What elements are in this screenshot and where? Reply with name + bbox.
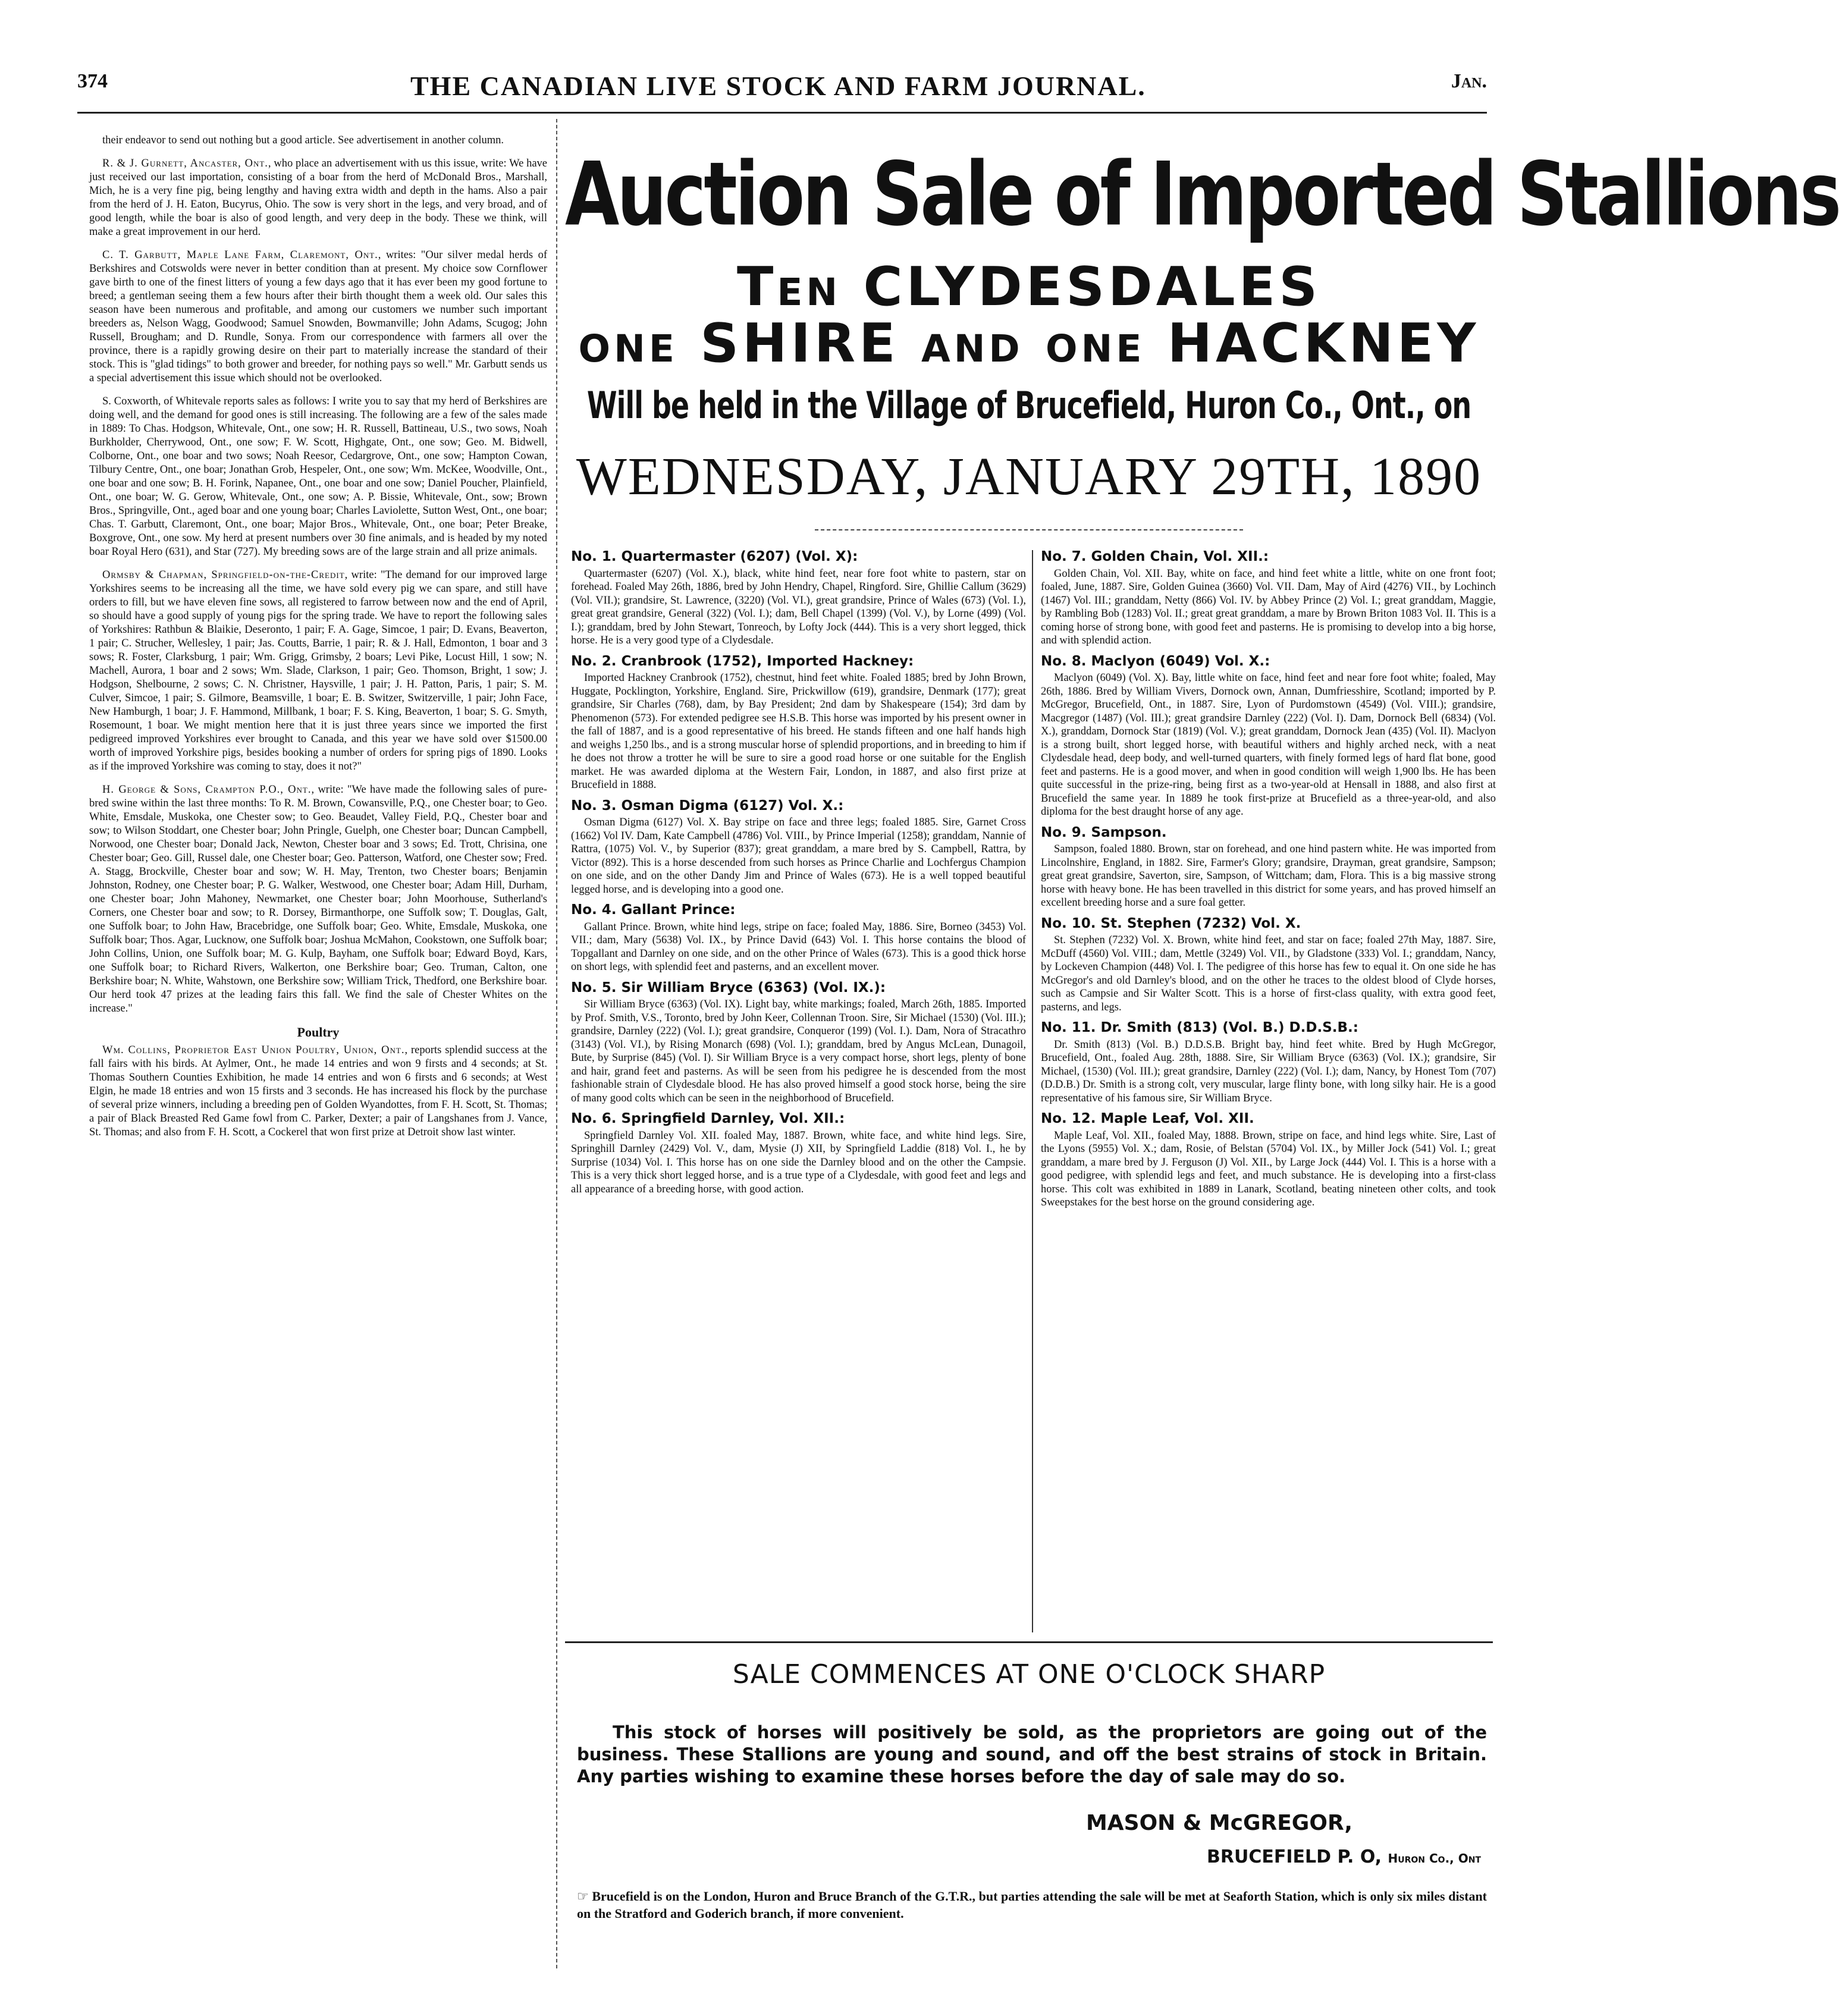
paragraph: their endeavor to send out nothing but a good article. See advertisement in another column.	[102, 134, 504, 146]
lot-entry	[1041, 655, 1496, 819]
ad-title: Auction Sale of Imported Stallions	[565, 143, 1839, 246]
lot-entry	[1041, 1021, 1496, 1105]
travel-footnote: ☞ Brucefield is on the London, Huron and Bruce Branch of the G.T.R., but parties attending the sale will be met at Seaforth Station, which is only six miles distant on the Stratford and Goderich branch, if more convenient.	[577, 1889, 1487, 1921]
lots-right-column	[1041, 550, 1496, 1621]
lot-entry	[571, 655, 1026, 792]
paragraph: C. T. Garbutt, Maple Lane Farm, Claremont, Ont., writes: "Our silver medal herds of Berkshires and Cotswolds were never in better condition than at present. My choice sow Cornflower gave birth to one of the finest litters of young a few days ago that it has ever been my good fortune to breed; a gentleman seeing them a few hours after their birth thought them a week old. Our sales this season have been numerous and profitable, and among our customers we number such important breeders as, Nelson Wagg, Goodwood; Samuel Snowden, Bowmanville; John Adams, Scugog; John Russell, Brougham; and D. Rundle, Sonya. From our correspondence with farmers all over the province, there is a rapidly growing desire on their part to materially increase the standard of their stock. This is "glad tidings" to both grower and breeder, for nothing pays so well." Mr. Garbutt sends us a special advertisement this issue which should not be overlooked.	[89, 249, 547, 384]
lot-entry	[1041, 550, 1496, 648]
proprietors-address: BRUCEFIELD P. O, Huron Co., Ont	[1207, 1847, 1481, 1867]
paragraph: R. & J. Gurnett, Ancaster, Ont., who place an advertisement with us this issue, write: We have just received our last importation, consisting of a boar from the herd of McDonald Bros., Marshall, Mich, he is a very fine pig, being lengthy and having extra width and depth in the hams. Also a pair from the herd of J. H. Eaton, Bucyrus, Ohio. The sow is very short in the legs, and very broad, and of good length, while the boar is also of good length, and very deep in the body. These we think, will make a great improvement in our herd.	[89, 158, 548, 238]
paragraph: H. George & Sons, Crampton P.O., Ont., write: "We have made the following sales of pure-bred swine within the last three months: To R. M. Brown, Cowansville, P.Q., one Chester boar; to Geo. White, Emsdale, Muskoka, one Chester sow; to Geo. Beaudet, Valley Field, P.Q., Chester boar and sow; to Wilson Stoddart, one Chester boar; John Pringle, Guelph, one Chester boar; Duncan Campbell, Norwood, one Chester boar; Donald Jack, Newton, Chester boar and 3 sows; Ed. Trott, Chrisina, one Chester boar; Geo. Gill, Russel dale, one Chester boar; Geo. Patterson, Watford, one Chester sow; Fred. A. Stagg, Brockville, Chester boar and sow; W. H. May, Trenton, two Chester boars; Benjamin Johnston, Rodney, one Chester boar; P. G. Walker, Westwood, one Chester boar; Adam Hill, Durham, one Chester boar; John Mahoney, Newmarket, one Chester boar; John Moorhouse, Sutherland's Corners, one Chester boar and sow; to R. Dorsey, Birmanthorpe, one Suffolk sow; T. Douglas, Galt, one Suffolk boar; to John Haw, Bracebridge, one Suffolk boar; Geo. White, Emsdale, Muskoka, one Suffolk boar; Thos. Agar, Lucknow, one Suffolk boar; Joshua McMahon, Cookstown, one Suffolk boar; John Collins, Union, one Suffolk boar; M. G. Kulp, Bayham, one Suffolk boar; Edward Boyd, Kars, one Suffolk boar; to Richard Rivers, Walkerton, one Berkshire boar; Geo. Truman, Calton, one Berkshire boar; N. White, Wahstown, one Berkshire sow; William Trick, Thedford, one Berkshire boar. Our herd took 47 prizes at the leading fairs this fall. We find the sale of Chester Whites on the increase."	[89, 784, 547, 1015]
lot-description: Sampson, foaled 1880. Brown, star on forehead, and one hind pastern white. He was imported from Lincolnshire, England, in 1882. Sire, Farmer's Glory; grandsire, Drayman, great grandsire, Sampson; great great grandsire, Saverton, sire, Sampson, of Wittcham; dam, Flora. This is a big massive strong horse with heavy bone. He has been travelled in this district for some years, and has proved himself an excellent breeding horse and a sure foal getter.	[1041, 843, 1496, 909]
page-header	[77, 70, 1487, 106]
lot-entry	[1041, 917, 1496, 1015]
lots-left-column	[571, 550, 1026, 1621]
proprietors-signature: MASON & McGREGOR,	[1085, 1811, 1353, 1835]
lot-description: Maclyon (6049) (Vol. X). Bay, little white on face, hind feet and near fore foot white; foaled, May 26th, 1886. Bred by William Vivers, Dornock own, Annan, Dumfriesshire, Scotland; imported by P. McGregor, Brucefield, Ont., in 1887. Sire, Lyon of Purdomstown (4549) (Vol. VIII.); grandsire, Macgregor (1487) (Vol. III.); great grandsire Darnley (222) (Vol. I). Dam, Dornock Bell (6834) (Vol. X.), granddam, Dornock Star (1819) (Vol. V.); great granddam, Dornock Jean (435) (Vol. II). Maclyon is a strong built, short legged horse, with beautiful withers and highly arched neck, with a neat Clydesdale head, deep body, and well-turned quarters, with finely formed legs of hard flat bone, good feet and pasterns. He is a good mover, and when in good condition will weigh 1,900 lbs. He has been quite successful in the prize-ring, being first as a two-year-old at Hensall in 1888, and also first at Brucefield the same year. In 1889 he took first-prize at Brucefield as a three-year-old, and also diploma for the best draught horse of any age.	[1041, 672, 1496, 818]
lot-title: No. 12. Maple Leaf, Vol. XII.	[1041, 1111, 1254, 1126]
page-number: 374	[77, 70, 108, 92]
paragraph: Wm. Collins, Proprietor East Union Poultry, Union, Ont., reports splendid success at the fall fairs with his birds. At Aylmer, Ont., he made 14 entries and won 9 firsts and 4 seconds; at St. Thomas Southern Counties Exhibition, he made 14 entries and won 6 firsts and 6 seconds; at West Elgin, he made 18 entries and won 15 firsts and 3 seconds. He has increased his flock by the purchase of several prize winners, including a breeding pen of Golden Wyandottes, from F. H. Scott, St. Thomas; a pair of Black Breasted Red Game fowl from C. Parker, Dexter; a pair of Langshanes from J. Vance, St. Thomas; and also from F. H. Scott, a Cockerel that won first prize at Detroit show last winter.	[89, 1044, 547, 1138]
lot-title: No. 8. Maclyon (6049) Vol. X.:	[1041, 653, 1270, 669]
auction-advertisement	[565, 119, 1839, 1974]
lot-entry	[571, 1112, 1026, 1196]
lot-entry	[571, 981, 1026, 1106]
lot-description: Golden Chain, Vol. XII. Bay, white on face, and hind feet white a little, white on one front foot; foaled, June, 1887. Sire, Golden Guinea (3660) Vol. VII. Dam, May of Aird (4276) VII., by Lochinch (1467) Vol. III.; granddam, Netty (866) Vol. IV. by Abbey Prince (2) Vol. I.; great granddam, Maggie, by Rambling Bob (1283) Vol. II.; great great granddam, a mare by Brown Briton 1083 Vol. II. This is a coming horse of strong bone, with good feet and pasterns. He is promising to develop into a big horse, and with splendid action.	[1041, 567, 1496, 646]
lot-description: Maple Leaf, Vol. XII., foaled May, 1888. Brown, stripe on face, and hind legs white. Sire, Last of the Lyons (5955) Vol. X.; dam, Rosie, of Belstan (5704) Vol. IX., by Miller Jock (541) Vol. I.; great granddam, a mare bred by J. Ferguson (J) Vol. XII., by Large Jock (444) Vol. I. This is a horse with a good pedigree, with splendid legs and feet, and much substance. He is developing into a first-class horse. This colt was exhibited in 1889 in Lanark, Scotland, beating nineteen other colts, and took Sweepstakes for the best horse on the ground considering age.	[1041, 1129, 1496, 1208]
lot-description: Osman Digma (6127) Vol. X. Bay stripe on face and three legs; foaled 1885. Sire, Garnet Cross (1662) Vol IV. Dam, Kate Campbell (4786) Vol. VIII., by Prince Imperial (1258); granddam, Nannie of Rattra, (1075) Vol. V., by Superior (837); great granddam, a mare bred by S. Campbell, Rattra, by Victor (892). This is a horse descended from such horses as Prince Charlie and Lochfergus Champion on one side, and on the other Dandy Jim and Prince of Wales (673). He is a well topped beautiful legged horse, and is developing into a good one.	[571, 817, 1026, 896]
left-column-news	[89, 134, 547, 1960]
lot-title: No. 3. Osman Digma (6127) Vol. X.:	[571, 797, 844, 814]
ad-venue: Will be held in the Village of Brucefield, Huron Co., Ont., on	[586, 384, 1471, 427]
divider	[815, 529, 1243, 530]
lot-title: No. 6. Springfield Darnley, Vol. XII.:	[571, 1111, 845, 1126]
lot-entry	[1041, 1112, 1496, 1210]
lot-description: Imported Hackney Cranbrook (1752), chestnut, hind feet white. Foaled 1885; bred by John Brown, Huggate, Pocklington, Yorkshire, England. Sire, Prickwillow (619), grandsire, Denmark (177); great grandsire, Sir Charles (768), dam, by Bay President; 2nd dam by Shakespeare (154); 3rd dam by Phenomenon (573). For extended pedigree see H.S.B. This horse was imported by his present owner in the fall of 1887, and is a good representative of his breed. He stands fifteen and one half hands high and weighs 1,250 lbs., and is a strong muscular horse of splendid proportions, and in breeding to him if he does not throw a trotter he will be sure to sire a good road horse or one suitable for the English market. He was awarded diploma at the Western Fair, London, in 1887, and also first prize at Brucefield in 1888.	[571, 672, 1026, 791]
paragraph: S. Coxworth, of Whitevale reports sales as follows: I write you to say that my herd of Berkshires are doing well, and the demand for good ones is still increasing. The following are a few of the sales made in 1889: To Chas. Hodgson, Whitevale, Ont., one sow; H. R. Russell, Battineau, U.S., two sows, Noah Burkholder, Cherrywood, Ont., one sow; F. W. Scott, Highgate, Ont., one sow; Geo. M. Bidwell, Colborne, Ont., one boar and two sows; Noah Reesor, Cedargrove, Ont., one sow; Hampton Cowan, Tilbury Centre, Ont., one boar; Jonathan Grob, Hespeler, Ont., one sow; Wm. McKee, Woodville, Ont., one boar and one sow; B. H. Forink, Napanee, Ont., one boar and one sow; Daniel Poucher, Plainfield, Ont., one boar; W. G. Gerow, Whitevale, Ont., one sow; A. P. Bissie, Whitevale, Ont., sow; Brown Bros., Springville, Ont., aged boar and one young boar; Charles Laviolette, Sutton West, Ont., one boar; Chas. T. Garbutt, Claremont, Ont., one boar; Major Bros., Whitevale, Ont., one boar; Peter Breake, Boxgrove, Ont., one sow. My herd at present numbers over 30 fine animals, and is headed by my noted boar Royal Hero (631), and Star (727). My breeding sows are of the large strain and all prize animals.	[89, 395, 547, 558]
lot-title: No. 9. Sampson.	[1041, 824, 1167, 840]
lot-entry	[571, 903, 1026, 974]
lot-title: No. 1. Quartermaster (6207) (Vol. X):	[571, 549, 858, 564]
lot-entry	[1041, 826, 1496, 910]
poultry-heading: Poultry	[297, 1025, 340, 1040]
sale-commences: SALE COMMENCES AT ONE O'CLOCK SHARP	[732, 1659, 1326, 1690]
ad-subtitle-clydesdales: Ten CLYDESDALES	[736, 256, 1322, 318]
journal-title: THE CANADIAN LIVE STOCK AND FARM JOURNAL.	[410, 71, 1146, 101]
lots-divider	[1032, 550, 1033, 1632]
lot-description: St. Stephen (7232) Vol. X. Brown, white hind feet, and star on face; foaled 27th May, 1887. Sire, McDuff (4560) Vol. VIII.; dam, Mettle (3249) Vol. VII., by Gladstone (333) Vol. I.; granddam, Nancy, by Lockeven Champion (448) Vol. I. The pedigree of this horse has few to equal it. On one side he has McGregor's and old Darnley's blood, and on the other he traces to the oldest blood of Clyde horses, such as Campsie and Sir Walter Scott. This is a horse of first-class quality, with extra good feet, pasterns, and legs.	[1041, 934, 1496, 1013]
lot-title: No. 11. Dr. Smith (813) (Vol. B.) D.D.S.B.:	[1041, 1020, 1358, 1035]
lot-entry	[571, 799, 1026, 897]
lot-description: Quartermaster (6207) (Vol. X.), black, white hind feet, near fore foot white to pastern, star on forehead. Foaled May 26th, 1886, bred by John Hendry, Chapel, Ringford. Sire, Ghillie Callum (3629) (Vol. VII.); grandsire, St. Lawrence, (3220) (Vol. VI.), great grandsire, Prince of Wales (673) (Vol. I.), great great grandsire, General (322) (Vol. I.); dam, Bell Chapel (1399) (Vol. V.), by Lorne (499) (Vol. I.); granddam, bred by John Stewart, Tonreoch, by Lofty Jock (444). This is a very short legged, thick horse. He is a very good type of a Clydesdale.	[571, 567, 1026, 646]
column-divider	[556, 119, 557, 1968]
lot-description: Sir William Bryce (6363) (Vol. IX). Light bay, white markings; foaled, March 26th, 1885. Imported by Prof. Smith, V.S., Toronto, bred by John Keer, Collennan Troon. Sire, Sir Michael (1530) (Vol. III.); grandsire, Darnley (222) (Vol. I.); great grandsire, Conqueror (199) (Vol. I.). Dam, Nora of Stracathro (3143) (Vol. VI.), by Rising Monarch (698) (Vol. I.); granddam, bred by Angus McLean, Dunagoil, Bute, by Surprise (845) (Vol. I). Sir William Bryce is a very compact horse, short legs, plenty of bone and hair, grand feet and pasterns. As will be seen from his pedigree he is descended from the most fashionable strain of Clydesdale blood. He has also proved himself a good stock horse, being the sire of many good colts which can be seen in the neighborhood of Brucefield.	[571, 998, 1026, 1104]
lot-title: No. 7. Golden Chain, Vol. XII.:	[1041, 549, 1269, 564]
header-rule	[77, 112, 1487, 114]
pointing-hand-icon: ☞	[577, 1889, 589, 1904]
lot-title: No. 10. St. Stephen (7232) Vol. X.	[1041, 915, 1301, 931]
paragraph: Ormsby & Chapman, Springfield-on-the-Credit, write: "The demand for our improved large Yorkshires seems to be increasing all the time, we have sold every pig we can spare, and still have orders to fill, but we have eleven fine sows, all registered to farrow between now and the end of April, so should have a good supply of young pigs for the spring trade. We have to report the following sales of Yorkshires: Rathbun & Blaikie, Deseronto, 1 pair; F. A. Gage, Simcoe, 1 pair; D. Evans, Beaverton, 1 pair; C. Strucher, Wellesley, 1 pair; Jas. Coutts, Barrie, 1 pair; R. & J. Hall, Edmonton, 1 boar and 3 sows; R. Foster, Clarksburg, 1 pair; Wm. Grigg, Grimsby, 2 boars; Levi Pike, Locust Hill, 1 sow; N. Machell, Aurora, 1 boar and 2 sows; Wm. Slade, Clarkson, 1 pair; Geo. Thomson, Bright, 1 sow; J. Hodgson, Shelbourne, 2 sows; C. N. Christner, Haysville, 1 pair; J. H. Patton, Paris, 1 pair; S. M. Culver, Simcoe, 1 pair; S. Gilmore, Beamsville, 1 boar; E. B. Switzer, Switzerville, 1 pair; John Face, New Hamburgh, 1 boar; J. F. Hammond, Millbank, 1 boar; F. S. King, Beaverton, 1 boar; S. G. Smyth, Rosemount, 1 boar. We might mention here that it is just three years since we imported the first pedigreed improved Yorkshires ever brought to Canada, and this year we have sold over $1500.00 worth of improved Yorkshire pigs, besides booking a number of orders for spring pigs of 1890. Looks as if the improved Yorkshire was coming to stay, does it not?"	[89, 569, 547, 773]
lot-title: No. 4. Gallant Prince:	[571, 902, 736, 918]
lot-title: No. 2. Cranbrook (1752), Imported Hackney:	[571, 653, 914, 669]
lot-description: Dr. Smith (813) (Vol. B.) D.D.S.B. Bright bay, hind feet white. Bred by Hugh McGregor, Brucefield, Ont., foaled Aug. 28th, 1888. Sire, Sir William Bryce (6363) (Vol. IX.); grandsire, Sir Michael, (1530) (Vol. III.); great grandsire, Darnley (222) (Vol. I.); dam, Nancy, by Honest Tom (707) (D.D.B.) Dr. Smith is a strong colt, very muscular, large flinty bone, with long silky hair. He is a good representative of his famous sire, Sir William Bryce.	[1041, 1038, 1496, 1104]
lot-entry	[571, 550, 1026, 648]
issue-month: Jan.	[1451, 70, 1487, 92]
divider	[565, 1641, 1493, 1643]
ad-date: WEDNESDAY, JANUARY 29TH, 1890	[576, 447, 1482, 506]
lot-title: No. 5. Sir William Bryce (6363) (Vol. IX.):	[571, 979, 886, 996]
ad-subtitle-shire-hackney: one SHIRE and one HACKNEY	[578, 312, 1480, 375]
lot-description: Gallant Prince. Brown, white hind legs, stripe on face; foaled May, 1886. Sire, Borneo (3453) Vol. VII.; dam, Mary (5638) Vol. IX., by Prince David (643) Vol. I. This horse contains the blood of Topgallant and Darnley on one side, and on the other Prince of Wales (673). This is a good thick horse on short legs, with splendid feet and pasterns, and an excellent mover.	[571, 921, 1026, 973]
lot-description: Springfield Darnley Vol. XII. foaled May, 1887. Brown, white face, and white hind legs. Sire, Springhill Darnley (2429) Vol. V., dam, Mysie (J) XII, by Springfield Laddie (818) Vol. I., he by Surprise (1034) Vol. I. This horse has on one side the Darnley blood and on the other the Campsie. This is a very thick short legged horse, and is a true type of a Clydesdale, with good feet and legs and all appearance of a breeding horse, with good action.	[571, 1129, 1026, 1195]
sale-notice: This stock of horses will positively be sold, as the proprietors are going out of the business. These Stallions are young and sound, and off the best strains of stock in Britain. Any parties wishing to examine these horses before the day of sale may do so.	[577, 1722, 1487, 1786]
